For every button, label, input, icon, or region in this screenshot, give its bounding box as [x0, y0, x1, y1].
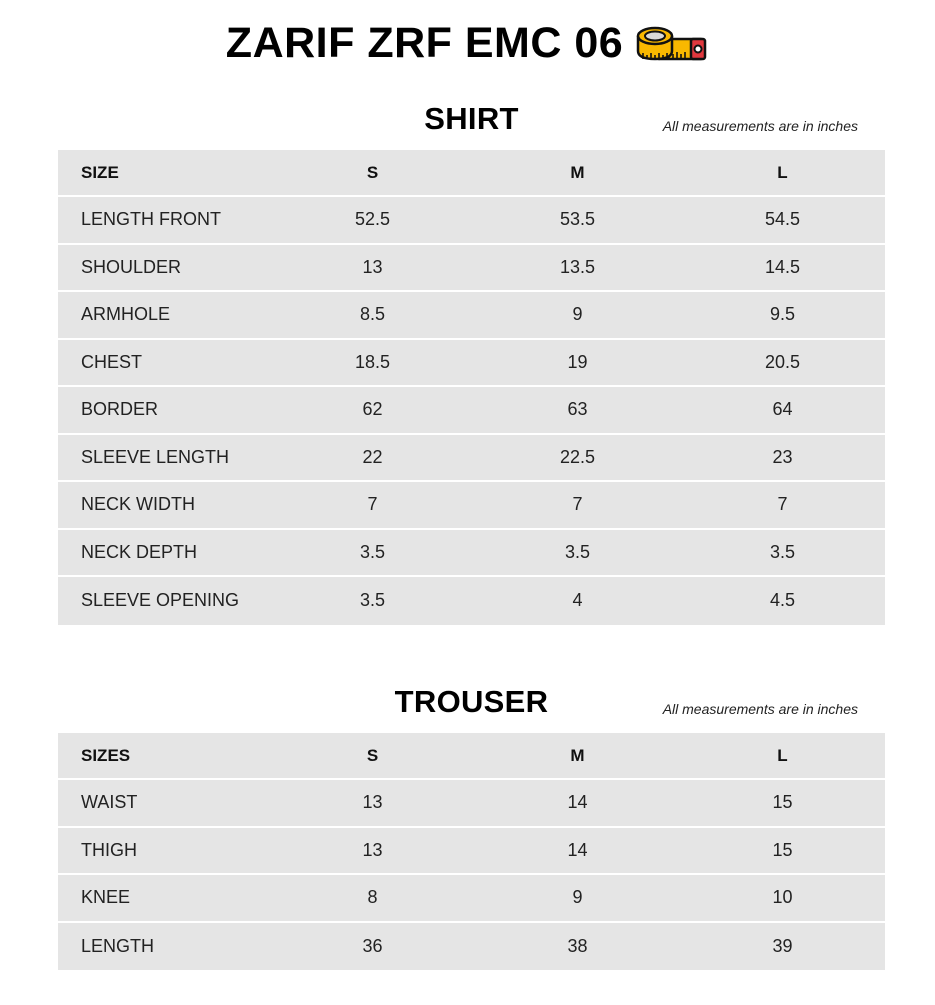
value-m: 63: [475, 387, 680, 435]
value-m: 22.5: [475, 435, 680, 483]
value-s: 8: [270, 875, 475, 923]
value-s: 18.5: [270, 340, 475, 388]
row-label: LENGTH FRONT: [58, 197, 270, 245]
table-row: [58, 828, 885, 876]
value-m: 9: [475, 875, 680, 923]
table-row: [58, 245, 885, 293]
value-m: 7: [475, 482, 680, 530]
row-label: SLEEVE OPENING: [58, 577, 270, 625]
value-s: 22: [270, 435, 475, 483]
value-l: 10: [680, 875, 885, 923]
table-header-row: [58, 733, 885, 780]
row-label: SHOULDER: [58, 245, 270, 293]
shirt-size-table: [58, 150, 885, 625]
row-label: ARMHOLE: [58, 292, 270, 340]
value-s: 62: [270, 387, 475, 435]
value-l: 3.5: [680, 530, 885, 578]
value-m: 38: [475, 923, 680, 971]
trouser-heading: TROUSER: [394, 684, 549, 719]
value-s: 36: [270, 923, 475, 971]
value-l: 4.5: [680, 577, 885, 625]
table-row: [58, 435, 885, 483]
column-header-sizes: SIZES: [58, 733, 270, 780]
row-label: NECK WIDTH: [58, 482, 270, 530]
table-row: [58, 875, 885, 923]
value-l: 64: [680, 387, 885, 435]
shirt-units-note: All measurements are in inches: [662, 118, 858, 134]
column-header-s: S: [270, 733, 475, 780]
row-label: NECK DEPTH: [58, 530, 270, 578]
row-label: CHEST: [58, 340, 270, 388]
row-label: SLEEVE LENGTH: [58, 435, 270, 483]
table-row: [58, 923, 885, 971]
measuring-tape-icon: [635, 23, 709, 63]
value-m: 14: [475, 828, 680, 876]
value-s: 13: [270, 780, 475, 828]
shirt-heading: SHIRT: [424, 101, 519, 136]
trouser-size-table: [58, 733, 885, 970]
column-header-m: M: [475, 733, 680, 780]
column-header-l: L: [680, 733, 885, 780]
row-label: KNEE: [58, 875, 270, 923]
value-m: 3.5: [475, 530, 680, 578]
table-header-row: [58, 150, 885, 197]
column-header-m: M: [475, 150, 680, 197]
table-row: [58, 292, 885, 340]
value-l: 15: [680, 780, 885, 828]
value-l: 14.5: [680, 245, 885, 293]
value-m: 53.5: [475, 197, 680, 245]
page-title: [0, 18, 935, 68]
row-label: BORDER: [58, 387, 270, 435]
value-m: 19: [475, 340, 680, 388]
column-header-l: L: [680, 150, 885, 197]
value-s: 8.5: [270, 292, 475, 340]
value-l: 20.5: [680, 340, 885, 388]
value-l: 15: [680, 828, 885, 876]
value-s: 3.5: [270, 530, 475, 578]
table-row: [58, 340, 885, 388]
value-l: 54.5: [680, 197, 885, 245]
value-s: 13: [270, 245, 475, 293]
table-row: [58, 197, 885, 245]
page-title-text: ZARIF ZRF EMC 06: [225, 18, 624, 67]
value-l: 9.5: [680, 292, 885, 340]
row-label: LENGTH: [58, 923, 270, 971]
column-header-s: S: [270, 150, 475, 197]
value-s: 52.5: [270, 197, 475, 245]
value-s: 7: [270, 482, 475, 530]
shirt-section-header: [58, 101, 885, 141]
value-m: 4: [475, 577, 680, 625]
table-row: [58, 530, 885, 578]
value-l: 7: [680, 482, 885, 530]
value-s: 3.5: [270, 577, 475, 625]
trouser-section-header: [58, 684, 885, 724]
table-row: [58, 780, 885, 828]
value-m: 13.5: [475, 245, 680, 293]
value-l: 23: [680, 435, 885, 483]
table-row: [58, 387, 885, 435]
row-label: THIGH: [58, 828, 270, 876]
table-row: [58, 577, 885, 625]
trouser-units-note: All measurements are in inches: [662, 701, 858, 717]
column-header-size: SIZE: [58, 150, 270, 197]
value-m: 9: [475, 292, 680, 340]
row-label: WAIST: [58, 780, 270, 828]
value-m: 14: [475, 780, 680, 828]
table-row: [58, 482, 885, 530]
value-l: 39: [680, 923, 885, 971]
value-s: 13: [270, 828, 475, 876]
